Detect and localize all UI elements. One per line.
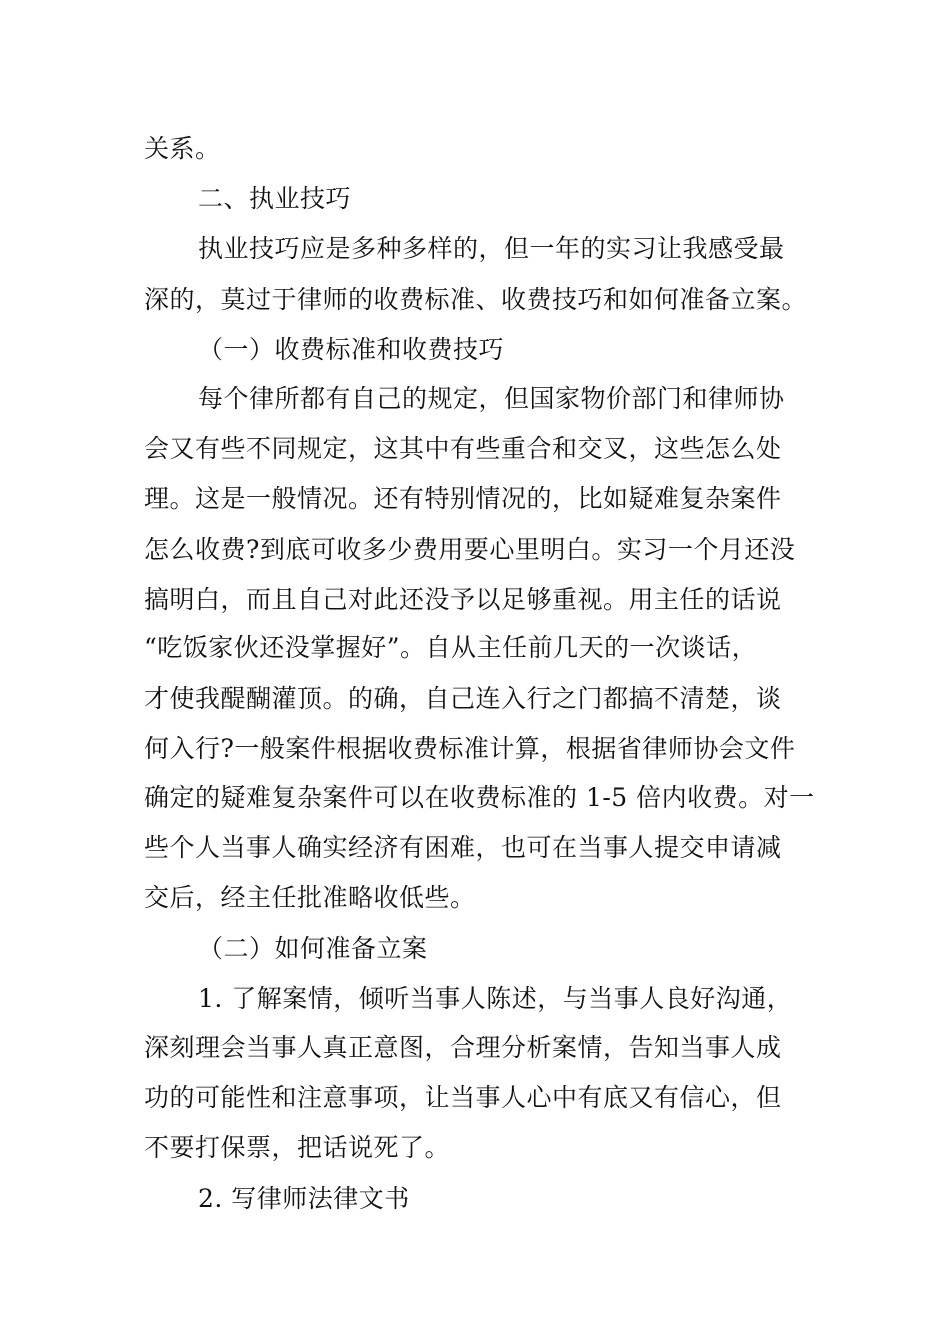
subsection-heading: （二）如何准备立案 — [198, 934, 428, 963]
text-line: 深的，莫过于律师的收费标准、收费技巧和如何准备立案。 — [144, 285, 808, 314]
text-line: 理。这是一般情况。还有特别情况的，比如疑难复杂案件 — [144, 484, 782, 513]
text-line: 会又有些不同规定，这其中有些重合和交叉，这些怎么处 — [144, 434, 782, 463]
text-line: 些个人当事人确实经济有困难，也可在当事人提交申请减 — [144, 833, 782, 862]
text-line: 确定的疑难复杂案件可以在收费标准的 1-5 倍内收费。对一 — [144, 783, 815, 812]
text-line: 怎么收费?到底可收多少费用要心里明白。实习一个月还没 — [144, 535, 796, 564]
text-line: 何入行?一般案件根据收费标准计算，根据省律师协会文件 — [144, 734, 796, 763]
section-heading: 二、执业技巧 — [198, 184, 352, 213]
text-line: 1. 了解案情，倾听当事人陈述，与当事人良好沟通， — [198, 984, 793, 1013]
subsection-heading: （一）收费标准和收费技巧 — [198, 335, 505, 364]
text-line: 搞明白，而且自己对此还没予以足够重视。用主任的话说 — [144, 585, 782, 614]
text-line: 深刻理会当事人真正意图，合理分析案情，告知当事人成 — [144, 1033, 782, 1062]
text-line: 功的可能性和注意事项，让当事人心中有底又有信心，但 — [144, 1083, 782, 1112]
text-line: 执业技巧应是多种多样的，但一年的实习让我感受最 — [198, 234, 785, 263]
text-line: 不要打保票，把话说死了。 — [144, 1133, 451, 1162]
subsection-heading: 2. 写律师法律文书 — [198, 1184, 410, 1213]
text-line: “吃饭家伙还没掌握好”。自从主任前几天的一次谈话， — [144, 633, 758, 662]
text-line: 每个律所都有自己的规定，但国家物价部门和律师协 — [198, 384, 785, 413]
text-line: 才使我醍醐灌顶。的确，自己连入行之门都搞不清楚，谈 — [144, 684, 782, 713]
text-line: 关系。 — [144, 134, 221, 163]
text-line: 交后，经主任批准略收低些。 — [144, 883, 476, 912]
